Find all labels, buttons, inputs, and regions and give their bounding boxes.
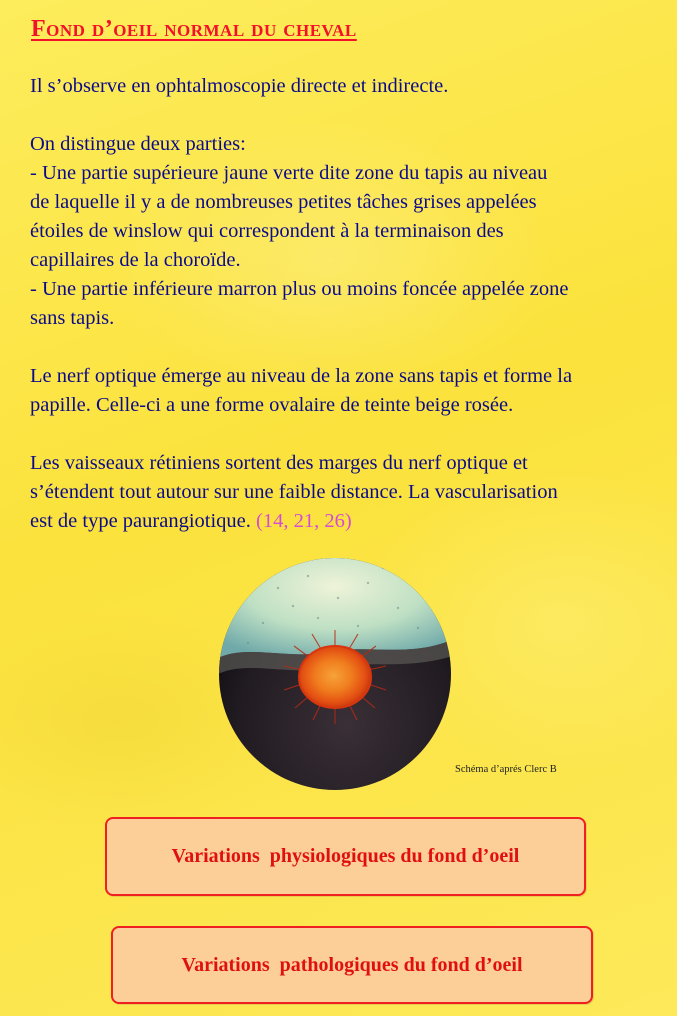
text-line: sans tapis.	[30, 307, 115, 329]
physiological-variations-button[interactable]: Variations physiologiques du fond d’oeil	[105, 817, 586, 896]
pathological-variations-button[interactable]: Variations pathologiques du fond d’oeil	[111, 926, 593, 1004]
parts-heading: On distingue deux parties:	[30, 133, 246, 155]
figure-credit: Schéma d’aprés Clerc B	[455, 764, 557, 775]
text-line: - Une partie supérieure jaune verte dite zone du tapis au niveau	[30, 162, 548, 184]
horse-fundus-illustration	[218, 548, 452, 800]
text-line: - Une partie inférieure marron plus ou moins foncée appelée zone	[30, 278, 569, 300]
text-line: Les vaisseaux rétiniens sortent des marges du nerf optique et	[30, 452, 528, 474]
reference-citation: (14, 21, 26)	[256, 510, 352, 532]
text-line-end: est de type paurangiotique.	[30, 510, 257, 532]
text-line: s’étendent tout autour sur une faible distance. La vascularisation	[30, 481, 558, 503]
text-line: papille. Celle-ci a une forme ovalaire de teinte beige rosée.	[30, 394, 514, 416]
paragraph-spacer	[30, 420, 675, 449]
paragraph-spacer	[30, 101, 675, 130]
article-body	[30, 72, 675, 536]
paragraph-spacer	[30, 333, 675, 362]
text-line: Le nerf optique émerge au niveau de la zone sans tapis et forme la	[30, 365, 573, 387]
text-line-with-references	[30, 507, 675, 536]
text-line: de laquelle il y a de nombreuses petites tâches grises appelées	[30, 191, 537, 213]
intro-paragraph: Il s’observe en ophtalmoscopie directe et indirecte.	[30, 75, 449, 97]
text-line: capillaires de la choroïde.	[30, 249, 241, 271]
text-line: étoiles de winslow qui correspondent à la terminaison des	[30, 220, 504, 242]
page-title: Fond d’oeil normal du cheval	[31, 16, 357, 42]
